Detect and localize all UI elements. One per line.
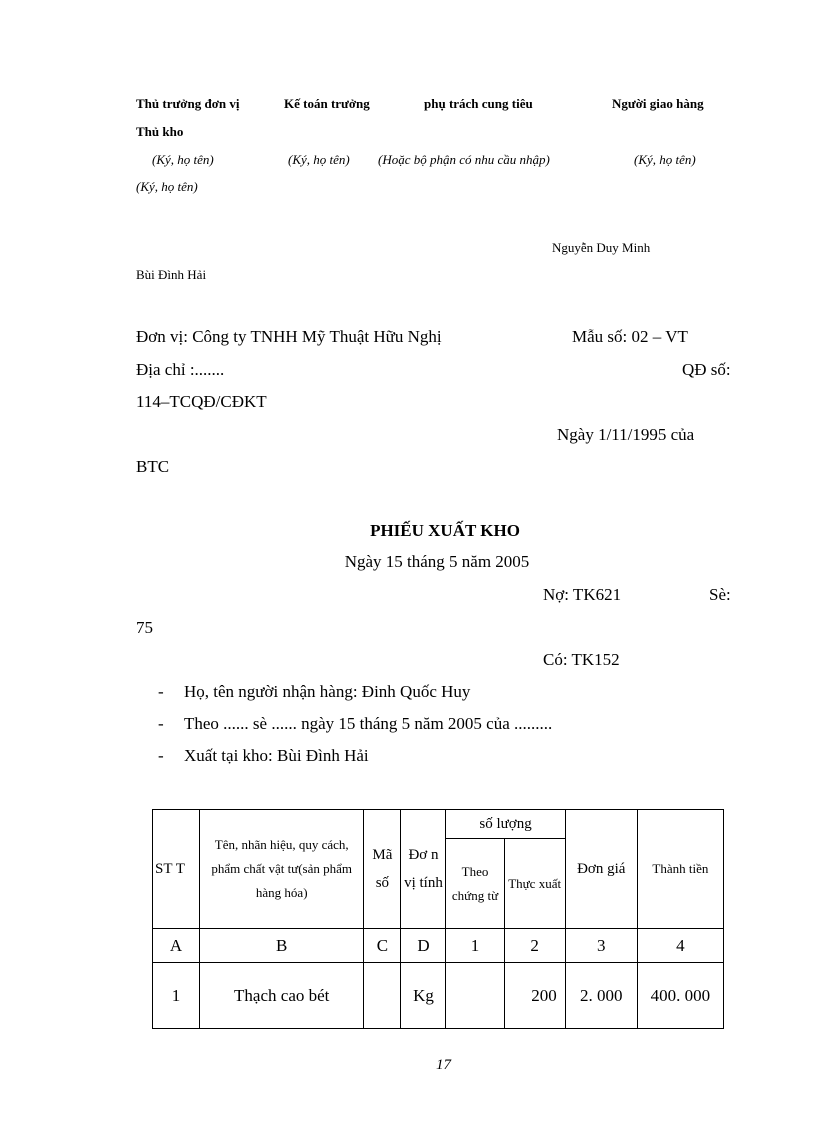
header-price: Đơn giá — [565, 810, 637, 929]
signature-title-supply: phụ trách cung tiêu — [424, 96, 533, 111]
decision-label: QĐ số: — [682, 360, 731, 379]
index-cell: B — [200, 929, 364, 963]
cell-unit: Kg — [401, 963, 446, 1029]
table-row — [153, 963, 724, 1029]
index-cell: 1 — [446, 929, 504, 963]
page-number: 17 — [436, 1057, 451, 1073]
voucher-number: 75 — [136, 618, 153, 637]
signature-note-supply: (Hoặc bộ phận có nhu cầu nhập) — [378, 152, 550, 167]
warehouse-line: - Xuất tại kho: Bùi Đình Hải — [158, 746, 369, 765]
cell-amount: 400. 000 — [637, 963, 723, 1029]
signature-title-head: Thủ trưởng đơn vị — [136, 96, 240, 111]
cell-code — [364, 963, 401, 1029]
header-item-name: Tên, nhãn hiệu, quy cách, phẩm chất vật tư(sản phẩm hàng hóa) — [200, 810, 364, 929]
index-cell: 4 — [637, 929, 723, 963]
signature-note-chief-accountant: (Ký, họ tên) — [288, 152, 350, 167]
signature-title-keeper: Thủ kho — [136, 124, 184, 139]
index-cell: A — [153, 929, 200, 963]
reference-line: - Theo ...... sè ...... ngày 15 tháng 5 năm 2005 của ......... — [158, 714, 553, 733]
index-cell: D — [401, 929, 446, 963]
decision-number: 114–TCQĐ/CĐKT — [136, 392, 267, 411]
signature-title-chief-accountant: Kế toán trưởng — [284, 96, 370, 111]
signature-note-deliverer: (Ký, họ tên) — [634, 152, 696, 167]
header-quantity: số lượng — [446, 810, 565, 839]
issuer-btc: BTC — [136, 457, 170, 476]
decision-date: Ngày 1/11/1995 của — [557, 425, 695, 444]
deliverer-name: Nguyễn Duy Minh — [552, 240, 651, 255]
credit-account: Có: TK152 — [543, 650, 620, 669]
cell-price: 2. 000 — [565, 963, 637, 1029]
header-code: Mã số — [364, 810, 401, 929]
voucher-title: PHIẾU XUẤT KHO — [370, 521, 520, 540]
header-qty-doc: Theo chứng từ — [446, 839, 504, 929]
receiver-line: - Họ, tên người nhận hàng: Đinh Quốc Huy — [158, 682, 471, 701]
cell-stt: 1 — [153, 963, 200, 1029]
form-number: Mẫu số: 02 – VT — [572, 327, 688, 346]
address-line: Địa chỉ :....... — [136, 360, 225, 379]
signature-note-head: (Ký, họ tên) — [152, 152, 214, 167]
index-row — [153, 929, 724, 963]
header-unit: Đơ n vị tính — [401, 810, 446, 929]
header-qty-actual: Thực xuất — [504, 839, 565, 929]
header-stt: ST T — [153, 810, 200, 929]
index-cell: 3 — [565, 929, 637, 963]
index-cell: 2 — [504, 929, 565, 963]
signature-note-keeper: (Ký, họ tên) — [136, 179, 198, 194]
voucher-date: Ngày 15 tháng 5 năm 2005 — [344, 552, 530, 571]
keeper-name: Bùi Đình Hải — [136, 267, 207, 282]
header-amount: Thành tiền — [637, 810, 723, 929]
cell-qty-actual: 200 — [504, 963, 565, 1029]
signature-title-deliverer: Người giao hàng — [612, 96, 704, 111]
debit-account: Nợ: TK621 — [543, 585, 622, 604]
voucher-number-label: Sè: — [709, 585, 731, 604]
cell-qty-doc — [446, 963, 504, 1029]
index-cell: C — [364, 929, 401, 963]
goods-table — [152, 809, 724, 1029]
unit-line: Đơn vị: Công ty TNHH Mỹ Thuật Hữu Nghị — [136, 327, 442, 346]
cell-item-name: Thạch cao bét — [200, 963, 364, 1029]
